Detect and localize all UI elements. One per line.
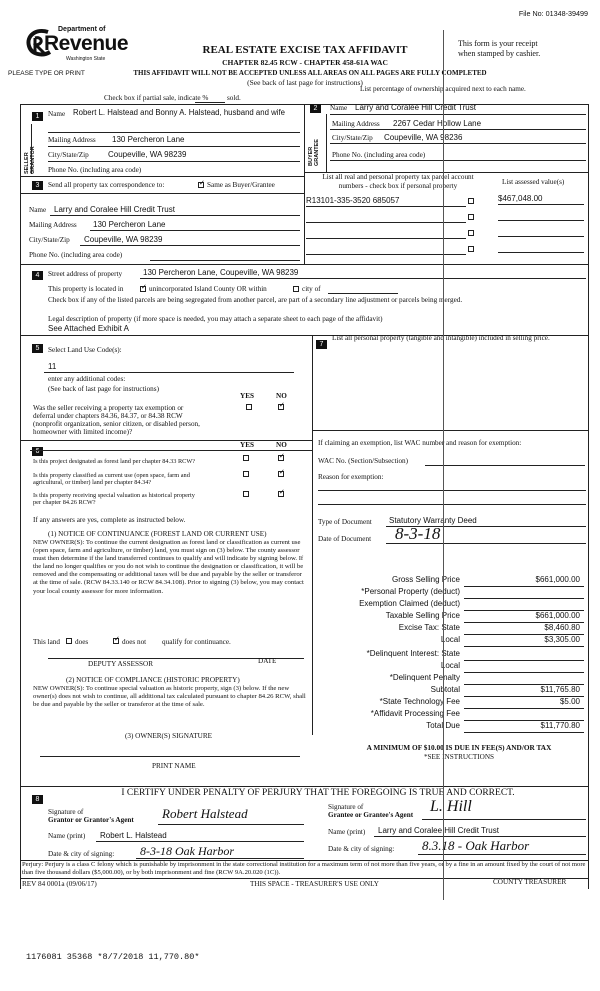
does-not-checkbox[interactable]: ✓: [114, 635, 120, 643]
county-treasurer-label: COUNTY TREASURER: [493, 878, 567, 886]
grantor-sig-label-2: Grantor or Grantor's Agent: [48, 816, 134, 824]
sec6-q2a: Is this property classified as current use (open space, farm and: [33, 472, 190, 479]
doc-date-label: Date of Document: [318, 535, 372, 543]
grantor-signature[interactable]: Robert Halstead: [162, 806, 248, 821]
sec6-yes-header: YES: [240, 441, 254, 449]
form-warning: THIS AFFIDAVIT WILL NOT BE ACCEPTED UNLESS ALL AREAS ON ALL PAGES ARE FULLY COMPLETED: [133, 69, 487, 77]
seller-mailing[interactable]: 130 Percheron Lane: [112, 135, 185, 144]
grantor-date-label: Date & city of signing:: [48, 850, 115, 858]
same-as-buyer-checkbox[interactable]: ✓: [199, 179, 205, 187]
form-subtitle: CHAPTER 82.45 RCW - CHAPTER 458-61A WAC: [222, 58, 388, 67]
exemption-q3: (nonprofit organization, senior citizen, or disabled person,: [33, 420, 200, 428]
exemption-no-checkbox[interactable]: ✓: [279, 401, 285, 409]
exemption-claim-label: If claiming an exemption, list WAC number and reason for exemption:: [318, 439, 522, 447]
treasurer-space-label: THIS SPACE - TREASURER'S USE ONLY: [250, 880, 379, 888]
forest-no-checkbox[interactable]: ✓: [279, 452, 285, 460]
corr-name-label: Name: [29, 206, 47, 214]
personal-property-label: List all personal property (tangible and intangible) included in selling price.: [332, 334, 550, 342]
grantee-signature[interactable]: L. Hill: [430, 798, 472, 815]
owner-signature-label: (3) OWNER(S) SIGNATURE: [125, 732, 213, 740]
does-label: does: [75, 638, 89, 646]
located-label: This property is located in: [48, 285, 124, 293]
seller-name-label: Name: [48, 110, 66, 118]
section-1-badge: 1: [32, 112, 43, 121]
buyer-phone-label: Phone No. (including area code): [332, 151, 426, 159]
compliance-heading: (2) NOTICE OF COMPLIANCE (HISTORIC PROPERTY): [66, 676, 240, 684]
forest-yes-checkbox[interactable]: [243, 455, 249, 461]
partial-sale-label: Check box if partial sale, indicate %: [104, 94, 209, 102]
seller-phone-label: Phone No. (including area code): [48, 166, 142, 174]
unincorporated-checkbox[interactable]: ✓: [141, 283, 147, 291]
section-2-badge: 2: [310, 104, 321, 113]
does-not-label: does not: [122, 638, 147, 646]
tax-table: Gross Selling Price $661,000.00 *Personal Property (deduct) Exemption Claimed (deduct) Taxable Selling Price $661,000.00 Excise Tax: State $8,460.80 Local $3,305.00 *Delinquent Interest: State Local *Delinquent Penalty Subtotal $11,765.80 *State Technology Fee $5.00 *Affidavit Processing Fee Total Due $11,770.80: [359, 575, 580, 730]
grantee-name-label: Name (print): [328, 828, 366, 836]
if-yes-text: If any answers are yes, complete as instructed below.: [33, 516, 186, 524]
assessed-header: List assessed value(s): [502, 178, 565, 186]
section-5-badge: 5: [32, 344, 43, 353]
dor-logo: [26, 26, 136, 66]
certify-statement: I CERTIFY UNDER PENALTY OF PERJURY THAT THE FOREGOING IS TRUE AND CORRECT.: [121, 788, 515, 798]
land-use-code[interactable]: 11: [48, 362, 57, 371]
corr-mailing[interactable]: 130 Percheron Lane: [93, 220, 166, 229]
sold-label: sold.: [227, 94, 241, 102]
agency-name: Revenue: [44, 32, 129, 55]
exemption-q4: homeowner with limited income)?: [33, 428, 133, 436]
doc-type-label: Type of Document: [318, 518, 372, 526]
section-7-badge: 7: [316, 340, 327, 349]
correspondence-label: Send all property tax correspondence to:: [48, 181, 165, 189]
continuance-heading: (1) NOTICE OF CONTINUANCE (FOREST LAND OR CURRENT USE): [48, 530, 267, 538]
buyer-city[interactable]: Coupeville, WA 98236: [384, 133, 463, 142]
land-use-label: Select Land Use Code(s):: [48, 346, 122, 354]
grantor-name-label: Name (print): [48, 832, 86, 840]
corr-phone-label: Phone No. (including area code): [29, 251, 123, 259]
land-use-no-header: NO: [276, 392, 287, 400]
form-see-back: (See back of last page for instructions): [247, 78, 363, 87]
corr-city[interactable]: Coupeville, WA 98239: [84, 235, 163, 244]
legal-description[interactable]: See Attached Exhibit A: [48, 324, 129, 333]
scan-staple-line: [443, 30, 444, 900]
section-3-badge: 3: [32, 181, 43, 190]
parcel-number[interactable]: R13101-335-3520 685057: [306, 196, 400, 205]
doc-date[interactable]: 8-3-18: [395, 524, 441, 543]
unincorporated-label: unincorporated Island County OR within: [149, 285, 267, 293]
seller-mailing-label: Mailing Address: [48, 136, 96, 144]
section-4-badge: 4: [32, 271, 43, 280]
wac-label: WAC No. (Section/Subsection): [318, 457, 409, 465]
current-use-yes-checkbox[interactable]: [243, 471, 249, 477]
grantor-sig-label-1: Signature of: [48, 808, 84, 816]
current-use-no-checkbox[interactable]: ✓: [279, 468, 285, 476]
buyer-side-label: BUYER GRANTEE: [308, 139, 320, 166]
grantee-name[interactable]: Larry and Coralee Hill Credit Trust: [378, 826, 499, 835]
sec6-q2b: agricultural, or timber) land per chapter 84.34?: [33, 479, 152, 486]
assessed-value[interactable]: $467,048.00: [498, 194, 543, 203]
seller-name[interactable]: Robert L. Halstead and Bonny A. Halstead, husband and wife: [73, 108, 285, 117]
land-use-see-back: (See back of last page for instructions): [48, 385, 159, 393]
street-label: Street address of property: [48, 270, 123, 278]
form-revision: REV 84 0001a (09/06/17): [22, 880, 97, 888]
deputy-date-label: DATE: [258, 657, 277, 665]
please-type: PLEASE TYPE OR PRINT: [8, 70, 85, 77]
seller-city-label: City/State/Zip: [48, 151, 89, 159]
corr-name[interactable]: Larry and Coralee Hill Credit Trust: [54, 205, 175, 214]
historic-no-checkbox[interactable]: ✓: [279, 488, 285, 496]
form-title: REAL ESTATE EXCISE TAX AFFIDAVIT: [202, 44, 408, 56]
minimum-fee-note: A MINIMUM OF $10.00 IS DUE IN FEE(S) AND/OR TAX: [366, 743, 552, 752]
file-number: File No: 01348-39499: [518, 9, 588, 18]
seller-city[interactable]: Coupeville, WA 98239: [108, 150, 187, 159]
continuance-text: NEW OWNER(S): To continue the current designation as forest land or classification as current use (open space, farm and agriculture, or timber) land, you must sign on (3) below. The county assessor must then determine if the land transferred continues to qualify and will indicate by signing below. If the land no longer qualifies or you do not wish to continue the designation or classification, it will be removed and the compensating or additional taxes will be due and payable by the seller or transferor at the time of sale. (RCW 84.33.140 or RCW 84.34.108). Prior to signing (3) below, you may contact your local county assessor for more information.: [33, 539, 304, 595]
historic-yes-checkbox[interactable]: [243, 491, 249, 497]
grantor-name[interactable]: Robert L. Halstead: [100, 831, 167, 840]
this-land-label: This land: [33, 638, 60, 646]
city-of-checkbox[interactable]: [293, 286, 299, 292]
corr-mailing-label: Mailing Address: [29, 221, 77, 229]
exemption-q1: Was the seller receiving a property tax exemption or: [33, 404, 184, 412]
additional-codes-label: enter any additional codes:: [48, 375, 126, 383]
grantee-date-label: Date & city of signing:: [328, 845, 395, 853]
corr-city-label: City/State/Zip: [29, 236, 70, 244]
grantor-date-city[interactable]: 8-3-18 Oak Harbor: [140, 844, 234, 858]
personal-property-checkbox-1[interactable]: [468, 198, 474, 204]
grantee-sig-label-2: Grantee or Grantee's Agent: [328, 811, 414, 819]
receipt-note-2: when stamped by cashier.: [458, 49, 541, 58]
legal-label: Legal description of property (if more space is needed, you may attach a separate sheet to each page of the affidavit): [48, 315, 383, 323]
city-of-label: city of: [302, 285, 321, 293]
does-checkbox[interactable]: [66, 638, 72, 644]
receipt-note-1: This form is your receipt: [458, 39, 538, 48]
section-8-badge: 8: [32, 795, 43, 804]
see-instructions: *SEE INSTRUCTIONS: [423, 753, 495, 761]
seller-side-label: SELLER GRANTOR: [24, 146, 36, 174]
grantee-sig-label-1: Signature of: [328, 803, 364, 811]
buyer-mailing[interactable]: 2267 Cedar Hollow Lane: [393, 119, 482, 128]
doc-type[interactable]: Statutory Warranty Deed: [389, 516, 477, 525]
personal-property-checkbox-2[interactable]: [468, 214, 474, 220]
grantee-date-city[interactable]: 8.3.18 - Oak Harbor: [422, 838, 530, 853]
sec6-q3b: per chapter 84.26 RCW?: [33, 499, 96, 506]
sec6-q3a: Is this property receiving special valuation as historical property: [33, 492, 195, 499]
list-percentage-label: List percentage of ownership acquired next to each name.: [360, 85, 526, 93]
perjury-text: Perjury: Perjury is a class C felony which is punishable by imprisonment in the state correctional institution for a maximum term of not more than five years, or by a fine in an amount fixed by the court of not more than five thousand dollars ($5,000.00), or by both imprisonment and fine (RCW 9A.20.020 (1C)).: [22, 861, 586, 876]
land-use-yes-header: YES: [240, 392, 254, 400]
print-name-label: PRINT NAME: [152, 762, 196, 770]
exemption-q2: deferral under chapters 84.36, 84.37, or 84.38 RCW: [33, 412, 183, 420]
buyer-city-label: City/State/Zip: [332, 134, 373, 142]
buyer-name[interactable]: Larry and Coralee Hill Credit Trust: [355, 103, 476, 112]
parcel-header-1: List all real and personal property tax parcel account: [322, 173, 474, 181]
personal-property-checkbox-3[interactable]: [468, 230, 474, 236]
reason-label: Reason for exemption:: [318, 473, 384, 481]
exemption-yes-checkbox[interactable]: [246, 404, 252, 410]
compliance-text: NEW OWNER(S): To continue special valuation as historic property, sign (3) below. If the new owner(s) does not wish to continue, all additional tax calculated pursuant to chapter 84.26 RCW, shall be due and payable by the seller or transferor at the time of sale.: [33, 685, 306, 709]
agency-line1: Department of: [58, 26, 106, 33]
qualify-label: qualify for continuance.: [162, 638, 231, 646]
buyer-name-label: Name: [330, 104, 348, 112]
segregated-text: Check box if any of the listed parcels are being segregated from another parcel, are part of a secondary line adjustment or parcels being merged.: [48, 296, 463, 304]
sec6-q1: Is this project designated as forest land per chapter 84.33 RCW?: [33, 458, 196, 465]
same-as-buyer-label: Same as Buyer/Grantee: [207, 181, 275, 189]
agency-state: Washington State: [66, 56, 106, 62]
section-6-badge: 6: [32, 447, 43, 456]
deputy-assessor-label: DEPUTY ASSESSOR: [88, 660, 154, 668]
personal-property-checkbox-4[interactable]: [468, 246, 474, 252]
buyer-mailing-label: Mailing Address: [332, 120, 380, 128]
sec6-no-header: NO: [276, 441, 287, 449]
treasurer-stamp: 1176081 35368 *8/7/2018 11,770.80*: [26, 952, 200, 962]
street-address[interactable]: 130 Percheron Lane, Coupeville, WA 98239: [143, 268, 299, 277]
parcel-header-2: numbers - check box if personal property: [338, 182, 458, 190]
